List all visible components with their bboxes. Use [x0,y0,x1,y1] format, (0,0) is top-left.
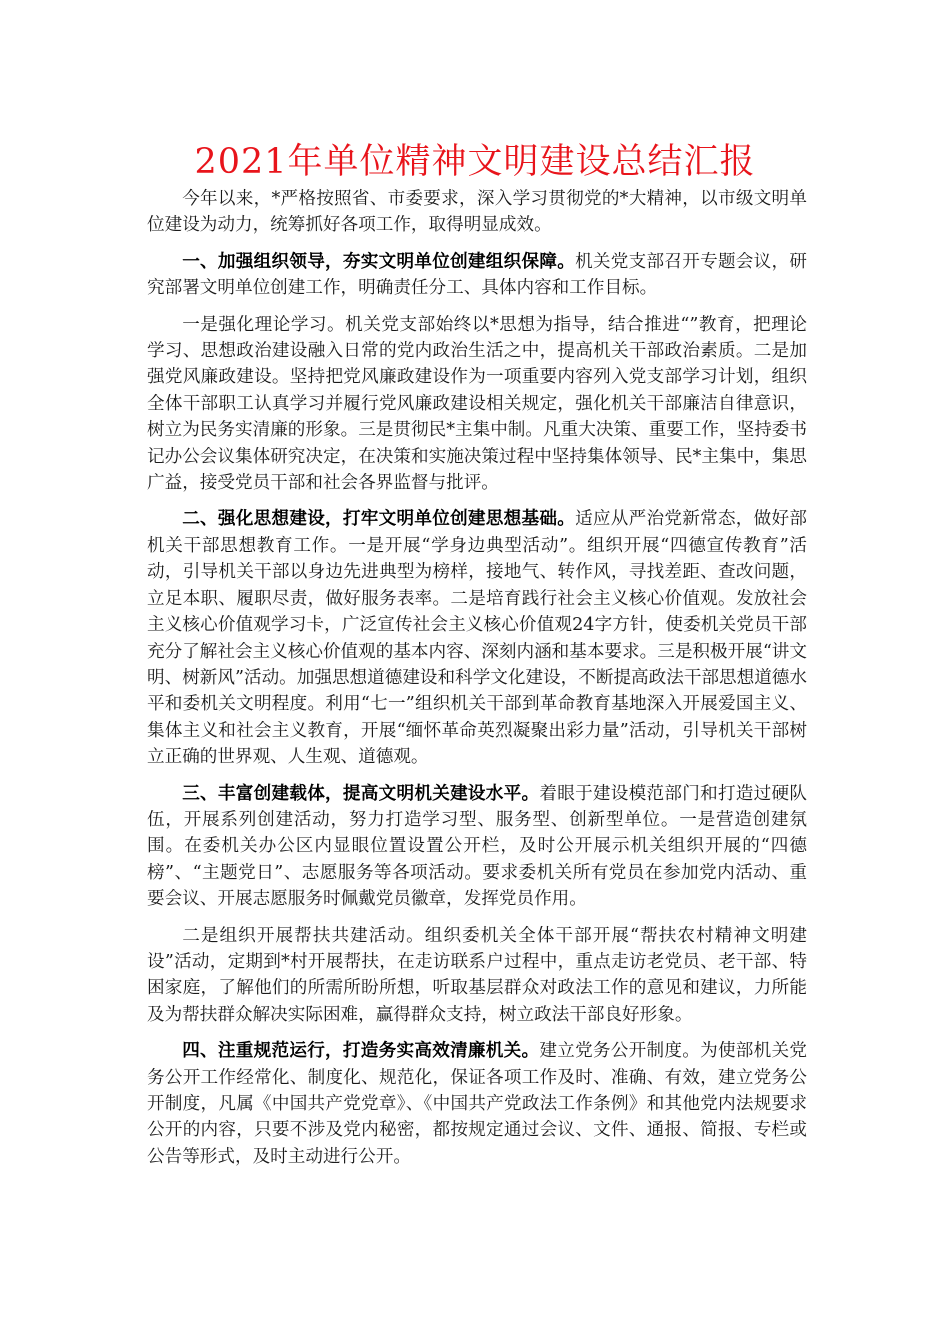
paragraph-text: 今年以来，*严格按照省、市委要求，深入学习贯彻党的*大精神，以市级文明单位建设为动力，统筹抓好各项工作，取得明显成效。 [147,189,807,236]
paragraph-text: 机关党支部召开专题会议，研究部署文明单位创建工作，明确责任分工、具体内容和工作目标。 [147,251,807,299]
section-heading: 四、注重规范运行，打造务实高效清廉机关。 [182,1040,540,1062]
paragraph-section-1 [147,249,807,302]
document-title: 2021年单位精神文明建设总结汇报 [194,142,756,182]
paragraph-text: 二是组织开展帮扶共建活动。组织委机关全体干部开展“帮扶农村精神文明建设”活动，定期到*村开展帮扶，在走访联系户过程中，重点走访老党员、老干部、特困家庭，了解他们的所需所盼所想，听取基层群众对政法工作的意见和建议，力所能及为帮扶群众解决实际困难，赢得群众支持，树立政法干部良好形象。 [147,925,807,1025]
paragraph-text: 建立党务公开制度。为使部机关党务公开工作经常化、制度化、规范化，保证各项工作及时、准确、有效，建立党务公开制度，凡属《中国共产党党章》、《中国共产党政法工作条例》和其他党内法规要求公开的内容，只要不涉及党内秘密，都按规定通过会议、文件、通报、简报、专栏或公告等形式，及时主动进行公开。 [147,1041,807,1167]
paragraph-section-3-detail [147,923,807,1029]
document-body [147,186,807,1180]
paragraph-text: 适应从严治党新常态，做好部机关干部思想教育工作。一是开展“学身边典型活动”。组织开展“四德宣传教育”活动，引导机关干部以身边先进典型为榜样，接地气、转作风，寻找差距、查改问题，立足本职、履职尽责，做好服务表率。二是培育践行社会主义核心价值观。发放社会主义核心价值观学习卡，广泛宣传社会主义核心价值观24字方针，使委机关党员干部充分了解社会主义核心价值观的基本内容、深刻内涵和基本要求。三是积极开展“讲文明、树新风”活动。加强思想道德建设和科学文化建设，不断提高政法干部思想道德水平和委机关文明程度。利用“七一”组织机关干部到革命教育基地深入开展爱国主义、集体主义和社会主义教育，开展“缅怀革命英烈凝聚出彩力量”活动，引导机关干部树立正确的世界观、人生观、道德观。 [147,509,807,768]
section-heading: 三、丰富创建载体，提高文明机关建设水平。 [182,782,540,804]
paragraph-text: 一是强化理论学习。机关党支部始终以*思想为指导，结合推进“”教育，把理论学习、思想政治建设融入日常的党内政治生活之中，提高机关干部政治素质。二是加强党风廉政建设。坚持把党风廉政建设作为一项重要内容列入党支部学习计划，组织全体干部职工认真学习并履行党风廉政建设相关规定，强化机关干部廉洁自律意识，树立为民务实清廉的形象。三是贯彻民*主集中制。凡重大决策、重要工作，坚持委书记办公会议集体研究决定，在决策和实施决策过程中坚持集体领导、民*主集中，集思广益，接受党员干部和社会各界监督与批评。 [147,314,807,494]
section-heading: 一、加强组织领导，夯实文明单位创建组织保障。 [182,250,576,272]
paragraph-section-4 [147,1038,807,1170]
paragraph-intro [147,186,807,239]
paragraph-section-3 [147,781,807,913]
paragraph-text: 着眼于建设模范部门和打造过硬队伍，开展系列创建活动，努力打造学习型、服务型、创新型单位。一是营造创建氛围。在委机关办公区内显眼位置设置公开栏，及时公开展示机关组织开展的“四德榜”、“主题党日”、志愿服务等各项活动。要求委机关所有党员在参加党内活动、重要会议、开展志愿服务时佩戴党员徽章，发挥党员作用。 [147,783,807,910]
section-heading: 二、强化思想建设，打牢文明单位创建思想基础。 [182,508,576,530]
paragraph-section-1-detail [147,312,807,497]
paragraph-section-2 [147,506,807,770]
